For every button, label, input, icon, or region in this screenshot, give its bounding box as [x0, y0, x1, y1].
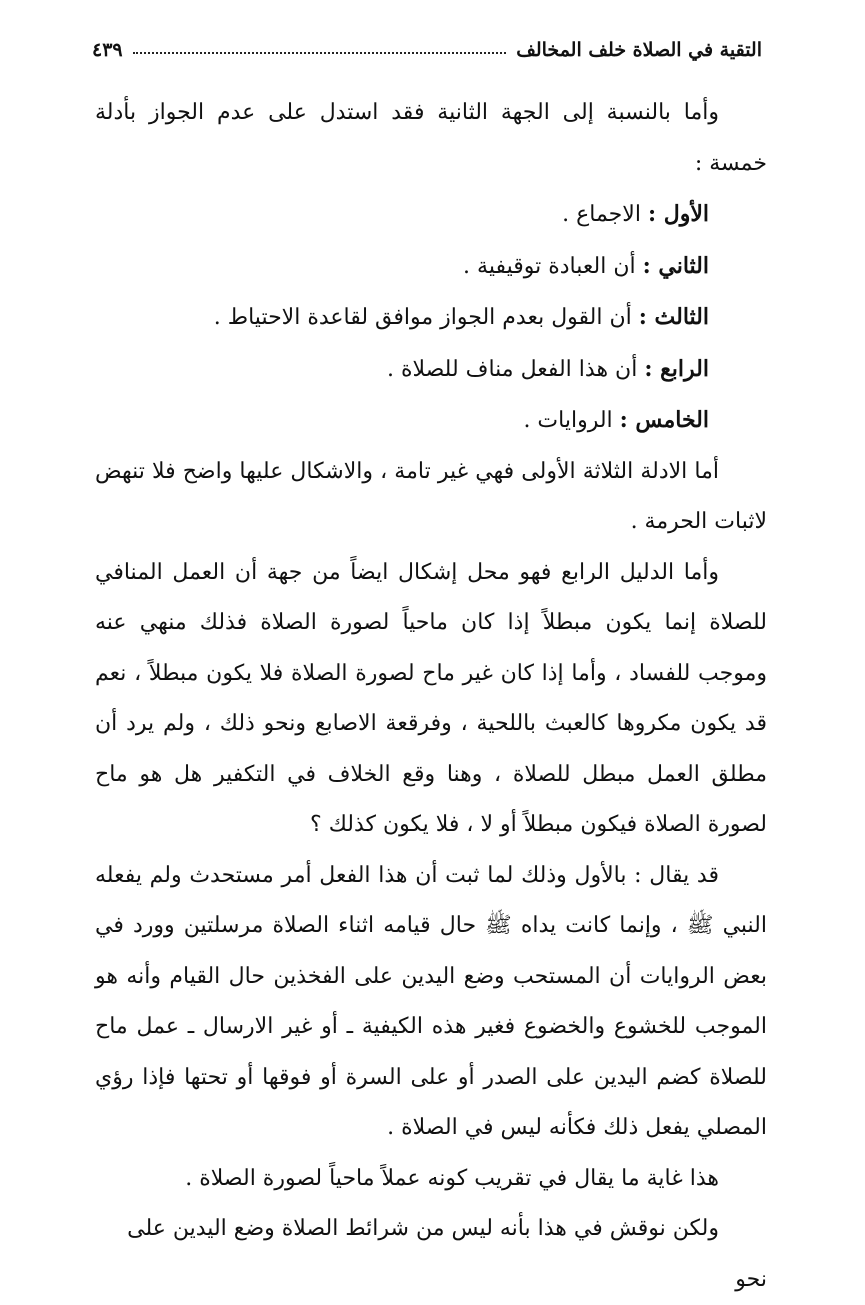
evidence-item-2 [95, 241, 767, 293]
evidence-label: الرابع : [644, 355, 709, 382]
evidence-item-4 [95, 344, 767, 396]
page-number: ٤٣٩ [92, 39, 123, 61]
evidence-label: الثاني : [642, 252, 709, 279]
evidence-label: الخامس : [619, 407, 709, 433]
evidence-text: الاجماع . [562, 202, 648, 227]
evidence-item-3 [95, 292, 767, 344]
evidence-label: الثالث : [638, 304, 709, 330]
evidence-text: أن هذا الفعل مناف للصلاة . [386, 356, 645, 382]
evidence-text: أن القول بعدم الجواز موافق لقاعدة الاحتياط . [213, 305, 639, 330]
intro-paragraph: وأما بالنسبة إلى الجهة الثانية فقد استدل على عدم الجواز بأدلة خمسة : [95, 100, 767, 176]
body-paragraph: ولكن نوقش في هذا بأنه ليس من شرائط الصلاة وضع اليدين على نحو [127, 1216, 767, 1292]
body-paragraph: قد يقال : بالأول وذلك لما ثبت أن هذا الفعل أمر مستحدث ولم يفعله النبي ﷺ ، وإنما كانت يداه ﷺ حال قيامه اثناء الصلاة مرسلتين وورد في بعض الروايات أن المستحب وضع اليدين على الفخذين حال القيام وأنه هو الموجب للخشوع والخضوع فغير هذه الكيفية ـ أو غير الارسال ـ عمل ماح للصلاة كضم اليدين على الصدر أو على السرة أو فوقها أو تحتها فإذا رؤي المصلي يفعل ذلك فكأنه ليس في الصلاة . [95, 862, 767, 1140]
evidence-text: الروايات . [523, 408, 620, 433]
evidence-text: أن العبادة توقيفية . [463, 253, 643, 279]
body-paragraph: وأما الدليل الرابع فهو محل إشكال ايضاً من جهة أن العمل المنافي للصلاة إنما يكون مبطلاً إذا كان ماحياً لصورة الصلاة فذلك منهي عنه وموجب للفساد ، وأما إذا كان غير ماح لصورة الصلاة فلا يكون مبطلاً ، نعم قد يكون مكروها كالعبث باللحية ، وفرقعة الاصابع ونحو ذلك ، ولم يرد أن مطلق العمل مبطل للصلاة ، وهنا وقع الخلاف في التكفير هل هو ماح لصورة الصلاة فيكون مبطلاً أو لا ، فلا يكون كذلك ؟ [95, 559, 767, 837]
body-paragraph: هذا غاية ما يقال في تقريب كونه عملاً ماحياً لصورة الصلاة . [185, 1165, 719, 1191]
page-header [92, 31, 762, 61]
evidence-item-1 [95, 189, 767, 241]
evidence-label: الأول : [647, 201, 709, 227]
evidence-item-5 [95, 395, 767, 447]
body-paragraph: أما الادلة الثلاثة الأولى فهي غير تامة ، والاشكال عليها واضح فلا تنهض لاثبات الحرمة . [95, 458, 767, 534]
running-title: التقية في الصلاة خلف المخالف [516, 39, 762, 61]
header-dot-leader [133, 52, 507, 54]
page-body [95, 88, 767, 1305]
